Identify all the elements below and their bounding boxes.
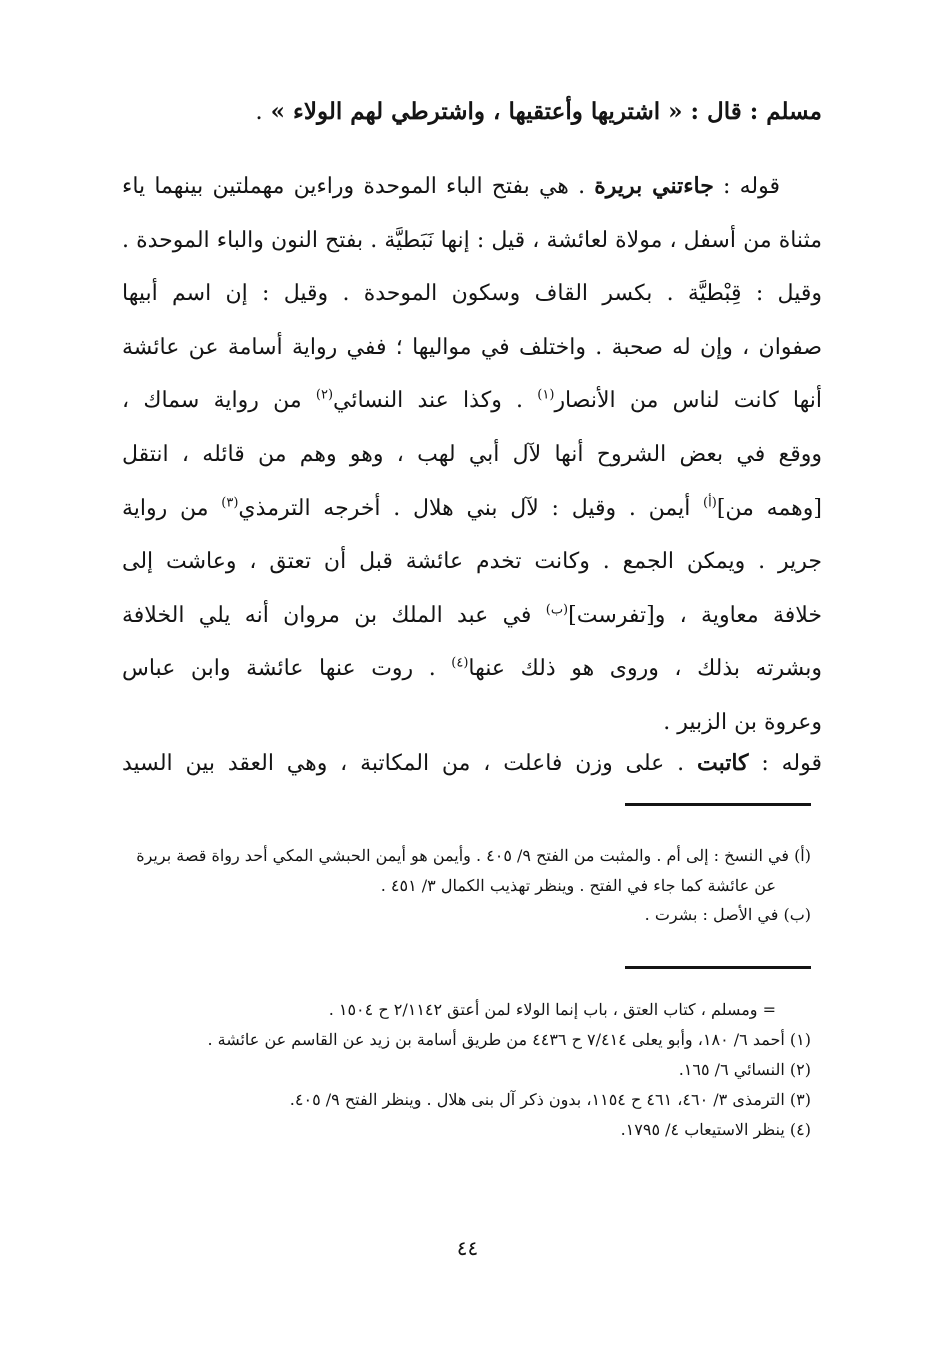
footnote-divider <box>625 966 811 969</box>
variant-note: (أ) في النسخ : إلى أم . والمثبت من الفتح ٩/ ٤٠٥ . وأيمن هو أيمن الحبشي المكي أحد رواة قصة بريرة <box>136 846 811 865</box>
line-text: . روت عنها عائشة وابن عباس <box>122 656 452 682</box>
term-katabat: كاتبت <box>696 750 749 776</box>
body-line <box>122 642 822 696</box>
body-line <box>122 321 822 375</box>
footnote-ref: (٣) <box>221 495 239 511</box>
line-text: وبشرته بذلك ، وروى هو ذلك عنها <box>468 656 822 682</box>
source-note: (٣) الترمذى ٣/ ٤٦٠، ٤٦١ ح ١١٥٤، بدون ذكر آل بنى هلال . وينظر الفتح ٩/ ٤٠٥. <box>289 1090 811 1109</box>
line-text: في عبد الملك بن مروان أنه يلي الخلافة <box>122 602 546 628</box>
line-text: . وكذا عند النسائي <box>333 388 538 414</box>
footnote-divider <box>625 803 811 806</box>
line-text: . هي بفتح الباء الموحدة وراءين مهملتين بينهما ياء <box>122 174 595 199</box>
hadith-heading-end: . <box>255 99 263 125</box>
line-text: وعروة بن الزبير . <box>663 709 822 735</box>
line-text: ووقع في بعض الشروح أنها لآل أبي لهب ، وهو وهم من قائله ، انتقل <box>122 441 822 467</box>
line-lead: قوله : <box>748 751 822 776</box>
footnote-ref: (أ) <box>703 495 717 511</box>
line-text: صفوان ، وإن له صحبة . واختلف في مواليها ؛ ففي رواية أسامة عن عائشة <box>122 334 822 360</box>
source-note: (٤) ينظر الاستيعاب ٤/ ١٧٩٥. <box>620 1120 811 1139</box>
page-number: ٤٤ <box>456 1236 479 1260</box>
body-line <box>122 428 822 482</box>
footnote-ref: (٢) <box>315 388 334 404</box>
line-lead: قوله : <box>713 174 780 199</box>
source-notes <box>121 995 811 1145</box>
footnote-ref: (ب) <box>545 602 569 618</box>
body-line <box>122 589 822 643</box>
variant-note: عن عائشة كما جاء في الفتح . وينظر تهذيب الكمال ٣/ ٤٥١ . <box>380 875 776 895</box>
line-text: خلافة معاوية ، و[تفرست] <box>568 602 823 628</box>
body-line <box>122 535 822 589</box>
variant-note: (ب) في الأصل : بشرت . <box>644 905 811 924</box>
line-text: [وهمه من] <box>716 495 822 521</box>
line-text: مثناة من أسفل ، مولاة لعائشة ، قيل : إنها نَبَطيَّة . بفتح النون والباء الموحدة . <box>122 227 822 253</box>
body-line <box>122 374 822 428</box>
source-note: = ومسلم ، كتاب العتق ، باب إنما الولاء لمن أعتق ٢/١١٤٢ ح ١٥٠٤ . <box>328 1000 776 1019</box>
line-text: من رواية سماك ، <box>122 388 316 414</box>
line-text: . على وزن فاعلت ، من المكاتبة ، وهي العقد بين السيد <box>122 751 697 776</box>
term-bariira: جاءتني بريرة <box>594 173 714 199</box>
body-line <box>122 482 822 536</box>
footnote-ref: (٤) <box>451 656 469 672</box>
body-line <box>122 267 822 321</box>
source-note: (١) أحمد ٦/ ١٨٠، وأبو يعلى ٧/٤١٤ ح ٤٤٣٦ من طريق أسامة بن زيد عن القاسم عن عائشة . <box>207 1030 811 1049</box>
footnote-ref: (١) <box>537 388 555 404</box>
line-text: أنها كانت لناس من الأنصار <box>554 388 823 414</box>
body-line <box>122 214 822 268</box>
variant-notes <box>121 841 811 930</box>
paragraph-katabat <box>122 737 822 791</box>
body-line <box>122 737 822 791</box>
hadith-heading-text: مسلم : قال : « اشتريها وأعتقيها ، واشترطي لهم الولاء » <box>262 98 822 125</box>
line-text: وقيل : قِبْطيَّة . بكسر القاف وسكون الموحدة . وقيل : إن اسم أبيها <box>122 281 822 307</box>
line-text: من رواية <box>122 495 222 521</box>
body-line <box>122 160 822 214</box>
line-text: أيمن . وقيل : لآل بني هلال . أخرجه الترمذي <box>238 495 704 521</box>
paragraph-bariira <box>122 160 822 750</box>
line-text: جرير . ويمكن الجمع . وكانت تخدم عائشة قبل أن تعتق ، وعاشت إلى <box>122 549 822 575</box>
source-note: (٢) النسائي ٦/ ١٦٥. <box>678 1060 811 1079</box>
hadith-heading <box>122 95 822 129</box>
